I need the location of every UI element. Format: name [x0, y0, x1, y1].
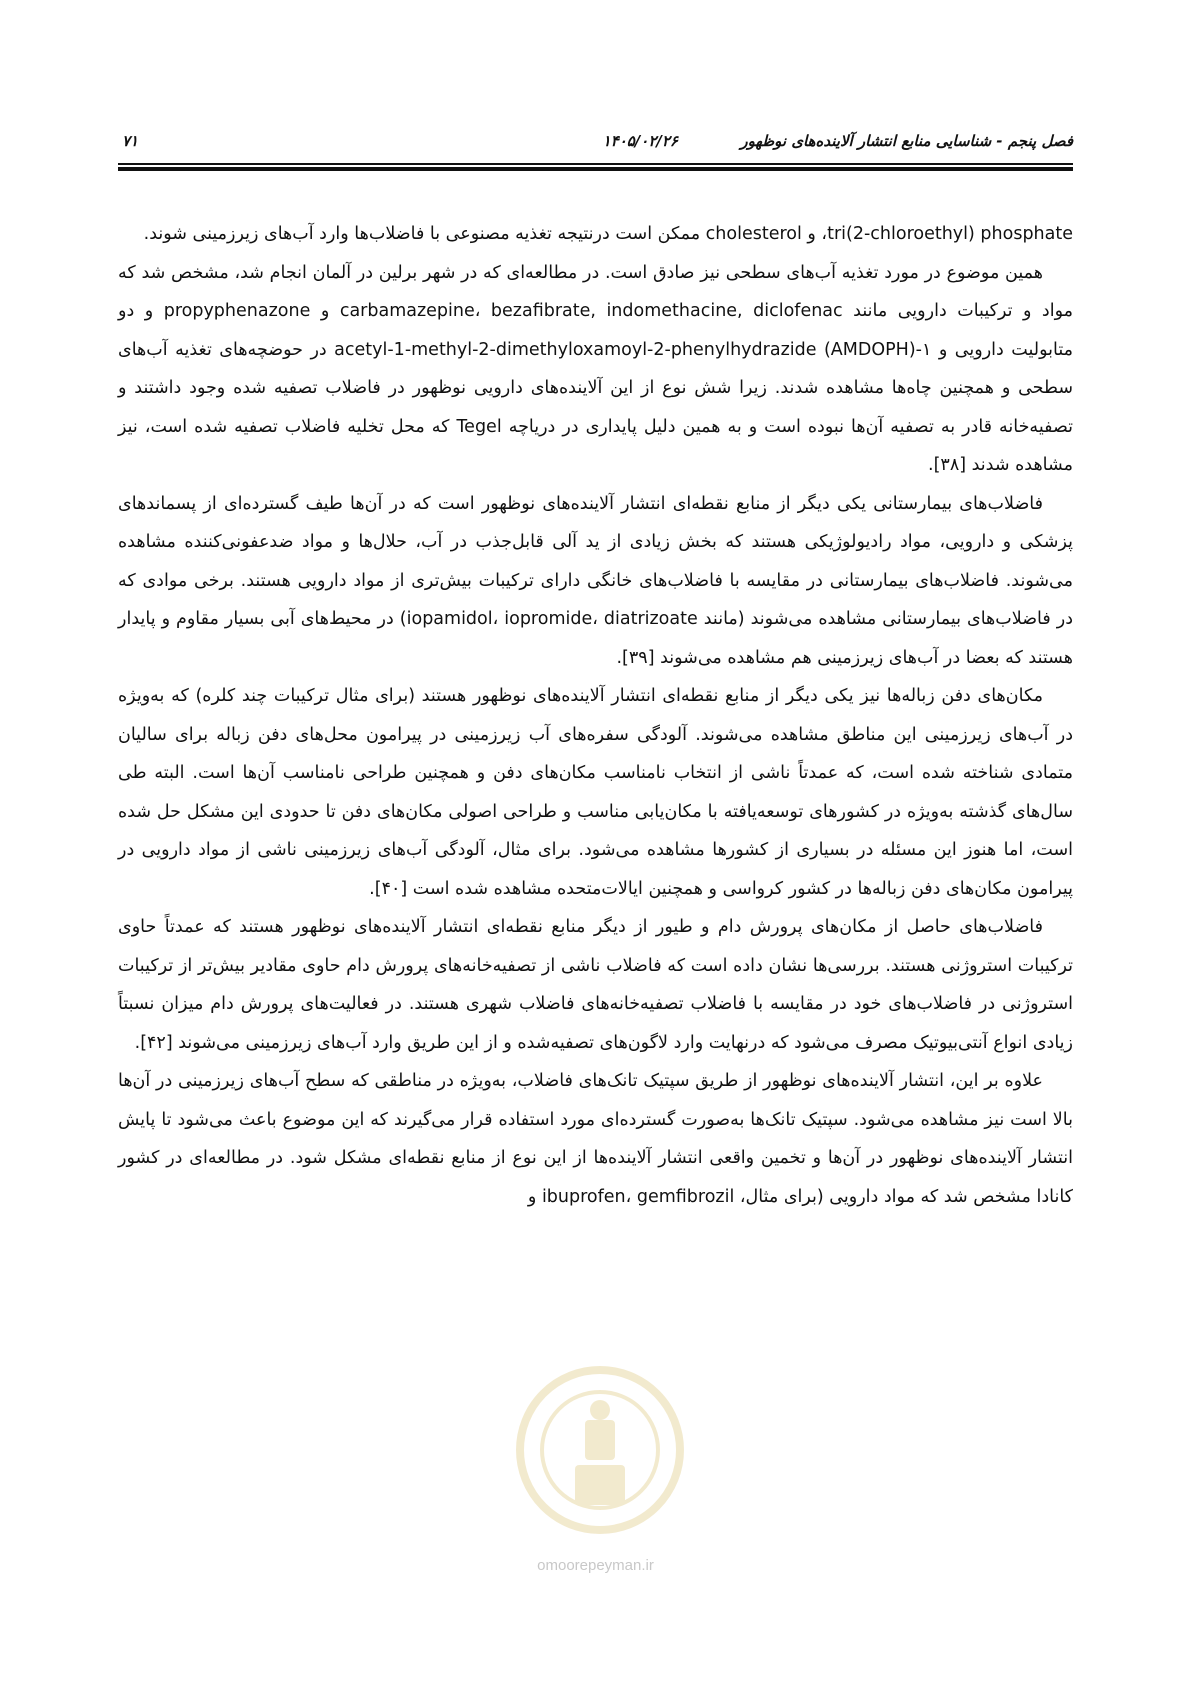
paragraph-1: همین موضوع در مورد تغذیه آب‌های سطحی نیز صادق است. در مطالعه‌ای که در شهر برلین در آلمان انجام شد، مشخص شد که مواد و ترکیبات دارویی مانند carbamazepine، bezafibrate, indomethacine, diclofenac و propyphenazone و دو متابولیت دارویی و ۱-acetyl-1-methyl-2-dimethyloxamoyl-2-phenylhydrazide (AMDOPH) در حوضچه‌های تغذیه آب‌های سطحی و همچنین چاه‌ها مشاهده شدند. زیرا شش نوع از این آلاینده‌های دارویی نوظهور در فاضلاب تصفیه شده وجود داشتند و تصفیه‌خانه قادر به تصفیه آن‌ها نبوده است و به همین دلیل پایداری در دریاچه Tegel که محل تخلیه فاضلاب تصفیه شده است، نیز مشاهده شدند [۳۸].	[118, 262, 1074, 475]
body-text	[118, 215, 1073, 1216]
paragraph-5: علاوه بر این، انتشار آلاینده‌های نوظهور از طریق سپتیک تانک‌های فاضلاب، به‌ویژه در مناطقی که سطح آب‌های زیرزمینی در آن‌ها بالا است نیز مشاهده می‌شود. سپتیک تانک‌ها به‌صورت گسترده‌ای مورد استفاده قرار می‌گیرند که این موضوع باعث می‌شود تا پایش انتشار آلاینده‌های نوظهور در آن‌ها و تخمین واقعی انتشار آلاینده‌ها از این نوع از منابع نقطه‌ای مشکل شود. در مطالعه‌ای در کشور کانادا مشخص شد که مواد دارویی (برای مثال، ibuprofen، gemfibrozil و	[118, 1071, 1073, 1207]
header-date: ۱۴۰۵/۰۲/۲۶	[602, 132, 678, 150]
paragraph-3: مکان‌های دفن زباله‌ها نیز یکی دیگر از منابع نقطه‌ای انتشار آلاینده‌های نوظهور هستند (برای مثال ترکیبات چند کلره) که به‌ویژه در آب‌های زیرزمینی این مناطق مشاهده می‌شوند. آلودگی سفره‌های آب زیرزمینی در پیرامون محل‌های دفن زباله برای سالیان متمادی شناخته شده است، که عمدتاً ناشی از انتخاب نامناسب مکان‌های دفن و همچنین طراحی نامناسب آن‌ها است. البته طی سال‌های گذشته به‌ویژه در کشورهای توسعه‌یافته با مکان‌یابی مناسب و طراحی اصولی مکان‌های دفن تا حدودی این مشکل حل شده است، اما هنوز این مسئله در بسیاری از کشورها مشاهده می‌شود. برای مثال، آلودگی آب‌های زیرزمینی ناشی از مواد دارویی در پیرامون مکان‌های دفن زباله‌ها در کشور کرواسی و همچنین ایالات‌متحده مشاهده شده است [۴۰].	[118, 686, 1073, 899]
paragraph-2: فاضلاب‌های بیمارستانی یکی دیگر از منابع نقطه‌ای انتشار آلاینده‌های نوظهور است که در آن‌ها طیف گسترده‌ای از پسماندهای پزشکی و دارویی، مواد رادیولوژیکی هستند که بخش زیادی از ید آلی قابل‌جذب در آب، حلال‌ها و مواد ضدعفونی‌کننده مشاهده می‌شوند. فاضلاب‌های بیمارستانی در مقایسه با فاضلاب‌های خانگی دارای ترکیبات بیش‌تری از مواد دارویی هستند. برخی موادی که در فاضلاب‌های بیمارستانی مشاهده می‌شوند (مانند iopamidol، iopromide، diatrizoate) در محیط‌های آبی بسیار مقاوم و پایدار هستند که بعضا در آب‌های زیرزمینی هم مشاهده می‌شوند [۳۹].	[118, 493, 1073, 668]
running-header	[118, 128, 1073, 156]
watermark-logo-icon	[505, 1350, 695, 1560]
paragraph-0: tri(2-chloroethyl) phosphate، و cholesterol ممکن است درنتیجه تغذیه مصنوعی با فاضلاب‌ها وارد آب‌های زیرزمینی شوند.	[143, 224, 1073, 244]
watermark-site: omoorepeyman.ir	[537, 1557, 654, 1574]
paragraph-4: فاضلاب‌های حاصل از مکان‌های پرورش دام و طیور از دیگر منابع نقطه‌ای انتشار آلاینده‌های نوظهور هستند که عمدتاً حاوی ترکیبات استروژنی هستند. بررسی‌ها نشان داده است که فاضلاب ناشی از تصفیه‌خانه‌های پرورش دام حاوی مقادیر بیش‌تر از ترکیبات استروژنی در فاضلاب‌های خود در مقایسه با فاضلاب تصفیه‌خانه‌های فاضلاب شهری هستند. در فعالیت‌های پرورش دام میزان نسبتاً زیادی انواع آنتی‌بیوتیک مصرف می‌شود که درنهایت وارد لاگون‌های تصفیه‌شده و از این طریق وارد آب‌های زیرزمینی می‌شوند [۴۲].	[118, 917, 1073, 1053]
header-rule-thin	[118, 163, 1073, 165]
header-rule-thick	[118, 167, 1073, 171]
chapter-title: فصل پنجم - شناسایی منابع انتشار آلاینده‌های نوظهور	[740, 132, 1073, 150]
page-number: ۷۱	[122, 132, 139, 150]
